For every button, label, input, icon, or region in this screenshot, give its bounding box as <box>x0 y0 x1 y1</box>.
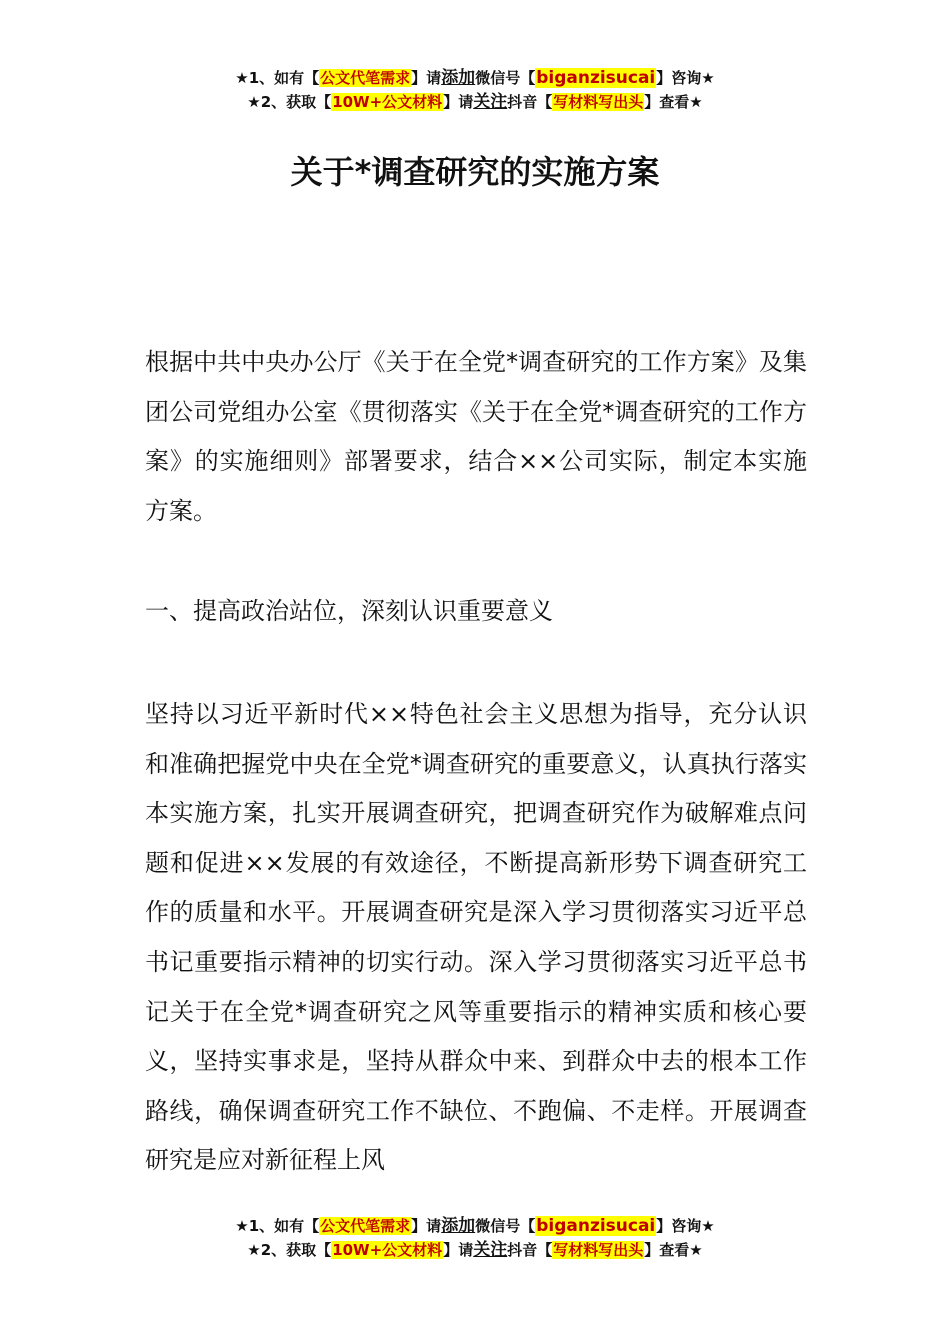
banner-text: 】咨询★ <box>656 1217 715 1235</box>
highlight-douyin-account: 写材料写出头 <box>553 1241 644 1259</box>
highlight-service: 公文代笔需求 <box>320 69 411 87</box>
banner-line-2 <box>0 90 950 114</box>
highlight-materials: 10W+公文材料 <box>332 1241 443 1259</box>
banner-text: 微信号【 <box>475 69 536 87</box>
footer-banner <box>0 1214 950 1262</box>
banner-emphasis: 添加 <box>441 68 476 88</box>
banner-text: 】查看★ <box>644 93 703 111</box>
banner-text: ★1、如有【 <box>235 69 320 87</box>
header-banner <box>0 66 950 114</box>
banner-text: 】请 <box>411 69 442 87</box>
section-heading <box>145 587 807 637</box>
banner-line-1 <box>0 66 950 90</box>
banner-text: 】请 <box>411 1217 442 1235</box>
highlight-wechat-id: biganzisucai <box>536 68 656 88</box>
banner-text: ★2、获取【 <box>247 93 332 111</box>
banner-text: ★1、如有【 <box>235 1217 320 1235</box>
section-heading-text: 一、提高政治站位，深刻认识重要意义 <box>145 597 553 625</box>
paragraph-text: 坚持以习近平新时代××特色社会主义思想为指导，充分认识和准确把握党中央在全党*调查研究的重要意义，认真执行落实本实施方案，扎实开展调查研究，把调查研究作为破解难点问题和促进××发展的有效途径，不断提高新形势下调查研究工作的质量和水平。开展调查研究是深入学习贯彻落实习近平总书记重要指示精神的切实行动。深入学习贯彻落实习近平总书记关于在全党*调查研究之风等重要指示的精神实质和核心要义，坚持实事求是，坚持从群众中来、到群众中去的根本工作路线，确保调查研究工作不缺位、不跑偏、不走样。开展调查研究是应对新征程上风 <box>145 700 807 1175</box>
banner-text: 抖音【 <box>507 1241 553 1259</box>
banner-line-1 <box>0 1214 950 1238</box>
banner-emphasis: 添加 <box>441 1216 476 1236</box>
banner-text: ★2、获取【 <box>247 1241 332 1259</box>
banner-text: 微信号【 <box>475 1217 536 1235</box>
highlight-douyin-account: 写材料写出头 <box>553 93 644 111</box>
highlight-service: 公文代笔需求 <box>320 1217 411 1235</box>
banner-text: 】查看★ <box>644 1241 703 1259</box>
banner-text: 】咨询★ <box>656 69 715 87</box>
banner-text: 】请 <box>443 93 474 111</box>
banner-emphasis: 关注 <box>473 92 508 112</box>
document-title: 关于*调查研究的实施方案 <box>290 153 660 191</box>
banner-emphasis: 关注 <box>473 1240 508 1260</box>
highlight-materials: 10W+公文材料 <box>332 93 443 111</box>
banner-line-2 <box>0 1238 950 1262</box>
banner-text: 抖音【 <box>507 93 553 111</box>
paragraph-intro <box>145 338 807 536</box>
banner-text: 】请 <box>443 1241 474 1259</box>
highlight-wechat-id: biganzisucai <box>536 1216 656 1236</box>
paragraph-text: 根据中共中央办公厅《关于在全党*调查研究的工作方案》及集团公司党组办公室《贯彻落实《关于在全党*调查研究的工作方案》的实施细则》部署要求，结合××公司实际，制定本实施方案。 <box>145 348 807 525</box>
paragraph-body <box>145 690 807 1186</box>
